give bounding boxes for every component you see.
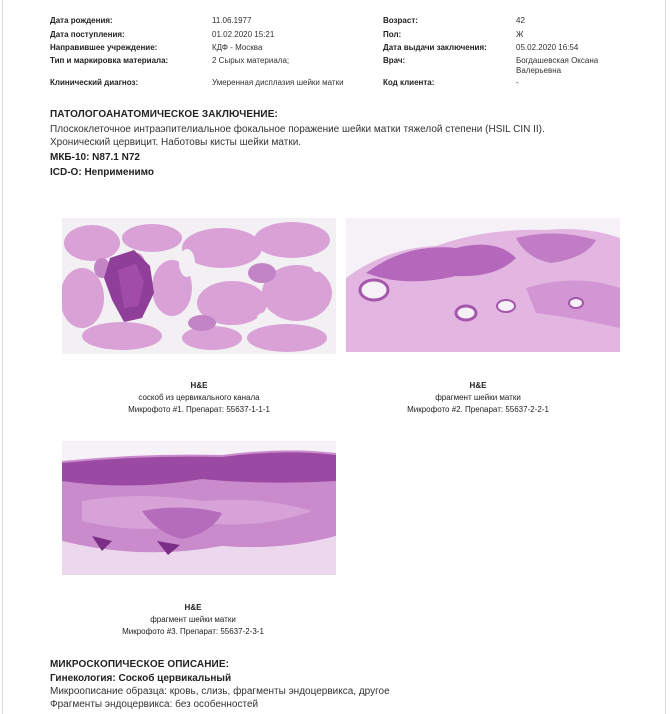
client-label: Код клиента: — [383, 78, 435, 87]
micrograph-2-desc: фрагмент шейки матки — [435, 393, 521, 402]
doctor-label: Врач: — [383, 56, 406, 65]
material-label: Тип и маркировка материала: — [50, 56, 169, 65]
micrograph-2-stain: H&E — [469, 381, 487, 390]
micrograph-1-caption — [109, 380, 289, 416]
micrograph-2-image — [346, 218, 620, 352]
micrograph-3-ref: Микрофото #3. Препарат: 55637-2-3-1 — [122, 627, 264, 636]
admission-value: 01.02.2020 15:21 — [212, 30, 275, 39]
referrer-label: Направившее учреждение: — [50, 43, 158, 52]
micro-line-1: Микроописание образца: кровь, слизь, фрагменты эндоцервикса, другое — [50, 686, 390, 697]
micrograph-1-desc: соскоб из цервикального канала — [138, 393, 260, 402]
issue-value: 05.02.2020 16:54 — [516, 43, 579, 52]
micrograph-3-image — [62, 441, 336, 575]
client-value: - — [516, 78, 519, 87]
birth-value: 11.06.1977 — [212, 16, 252, 25]
micrograph-2-ref: Микрофото #2. Препарат: 55637-2-2-1 — [407, 405, 549, 414]
icdo-code: ICD-O: Неприменимо — [50, 167, 155, 178]
micrograph-3-caption — [103, 602, 283, 638]
micrograph-2 — [346, 218, 620, 352]
micro-section: Гинекология: Соскоб цервикальный — [50, 673, 232, 684]
micrograph-1-stain: H&E — [190, 381, 208, 390]
sex-value: Ж — [516, 30, 524, 39]
micrograph-3-stain: H&E — [184, 603, 202, 612]
micrograph-1 — [62, 218, 336, 354]
doctor-value-1: Богдашевская Оксана — [516, 56, 599, 65]
micrograph-1-image — [62, 218, 336, 354]
conclusion-heading: ПАТОЛОГОАНАТОМИЧЕСКОЕ ЗАКЛЮЧЕНИЕ: — [50, 109, 278, 120]
mkb-code: МКБ-10: N87.1 N72 — [50, 152, 140, 163]
micro-line-2: Фрагменты эндоцервикса: без особенностей — [50, 699, 259, 710]
micrograph-3 — [62, 441, 336, 575]
age-value: 42 — [516, 16, 525, 25]
diagnosis-label: Клинический диагноз: — [50, 78, 139, 87]
sex-label: Пол: — [383, 30, 402, 39]
birth-label: Дата рождения: — [50, 16, 113, 25]
material-value: 2 Сырых материала; — [212, 56, 290, 65]
issue-label: Дата выдачи заключения: — [383, 43, 487, 52]
conclusion-line-2: Хронический цервицит. Наботовы кисты шейки матки. — [50, 137, 302, 148]
doctor-value-2: Валерьевна — [516, 66, 562, 75]
diagnosis-value: Умеренная дисплазия шейки матки — [212, 78, 344, 87]
age-label: Возраст: — [383, 16, 418, 25]
micrograph-3-desc: фрагмент шейки матки — [150, 615, 236, 624]
micrograph-1-ref: Микрофото #1. Препарат: 55637-1-1-1 — [128, 405, 270, 414]
conclusion-line-1: Плоскоклеточное интраэпителиальное фокальное поражение шейки матки тяжелой степени (HSIL CIN II). — [50, 124, 545, 135]
micro-heading: МИКРОСКОПИЧЕСКОЕ ОПИСАНИЕ: — [50, 659, 230, 670]
micrograph-2-caption — [388, 380, 568, 416]
page-border — [2, 0, 666, 714]
admission-label: Дата поступления: — [50, 30, 125, 39]
referrer-value: КДФ - Москва — [212, 43, 263, 52]
